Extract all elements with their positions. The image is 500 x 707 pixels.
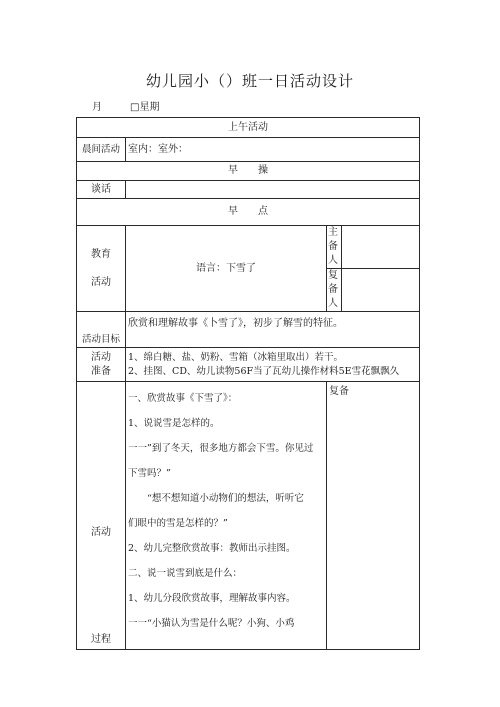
process-line: 1、幼儿分段欣赏故事，理解故事内容。: [128, 593, 296, 604]
education-content: 语言：下雪了: [126, 226, 327, 312]
prep-label: [77, 348, 126, 382]
process-label: [77, 382, 126, 650]
review-prep-line-2: 人: [328, 298, 338, 309]
prep-row: [77, 348, 420, 382]
morning-activity-label: 晨间活动: [77, 138, 126, 162]
goal-label: 活动目标: [77, 312, 126, 348]
prep-line-1: 1、绵白糖、盐、奶粉、雪箱（冰箱里取出）若干。: [128, 351, 344, 363]
review-prep-line-1: 复备: [328, 270, 338, 295]
education-label-line-1: 教育: [91, 248, 111, 260]
process-line: 一一“小猫认为雪是什么呢？小狗、小鸡: [128, 618, 295, 629]
lead-prep-line-2: 人: [328, 255, 338, 266]
review-prep-value: [342, 269, 420, 312]
weekday-label: □星期: [130, 102, 160, 113]
talk-value: [126, 181, 420, 199]
process-line: 一、欣赏故事《下雪了》：: [128, 393, 238, 404]
talk-label: 谈话: [77, 181, 126, 199]
activity-plan-table: [76, 117, 420, 650]
process-label-bottom: 过程: [91, 634, 111, 645]
goal-row: [77, 312, 420, 348]
review-prep-label: [327, 269, 342, 312]
exercise-header: 早 操: [77, 162, 420, 181]
process-line: 二、说一说雪到底是什么：: [128, 568, 243, 579]
talk-row: [77, 181, 420, 199]
process-review-cell: [327, 382, 420, 650]
education-label: [77, 226, 126, 312]
morning-header-row: [77, 118, 420, 138]
process-label-top: 活动: [91, 527, 111, 538]
lead-prep-label: [327, 226, 342, 269]
prep-label-line-2: 准备: [91, 365, 111, 377]
snack-row: [77, 199, 420, 226]
process-row: [77, 382, 420, 650]
process-line: 1、说说雪是怎样的。: [128, 418, 220, 429]
process-line: “想不想知道小动物们的想法，听听它: [128, 493, 304, 504]
prep-label-line-1: 活动: [91, 351, 111, 363]
process-review-label: 复备: [329, 386, 349, 397]
date-line: [92, 98, 159, 113]
page-title: 幼儿园小（）班一日活动设计: [145, 72, 354, 90]
process-content: [126, 382, 327, 650]
process-line: 2、幼儿完整欣赏故事：教师出示挂图。: [128, 543, 296, 554]
morning-activity-value: 室内：室外：: [126, 138, 420, 162]
exercise-row: [77, 162, 420, 181]
prep-line-2: 2、挂图、CD、幼儿读物56F当了瓦幼儿操作材料5E雪花飘飘久: [128, 365, 400, 377]
prep-text: [126, 348, 420, 382]
lead-prep-value: [342, 226, 420, 269]
lead-prep-line-1: 主备: [328, 227, 338, 252]
snack-header: 早 点: [77, 199, 420, 226]
month-label: 月: [92, 102, 102, 113]
morning-activity-row: [77, 138, 420, 162]
process-line: 一一”到了冬天，很多地方都会下雪。你见过: [128, 443, 314, 454]
process-line: 下雪吗？”: [128, 468, 171, 479]
process-line: 们眼中的雪是怎样的？”: [128, 518, 228, 529]
education-row-1: [77, 226, 420, 269]
goal-text: 欣赏和理解故事《卜雪了》，初步了解雪的特征。: [126, 312, 420, 348]
morning-activity-header: 上午活动: [77, 118, 420, 138]
education-label-line-2: 活动: [91, 276, 111, 288]
